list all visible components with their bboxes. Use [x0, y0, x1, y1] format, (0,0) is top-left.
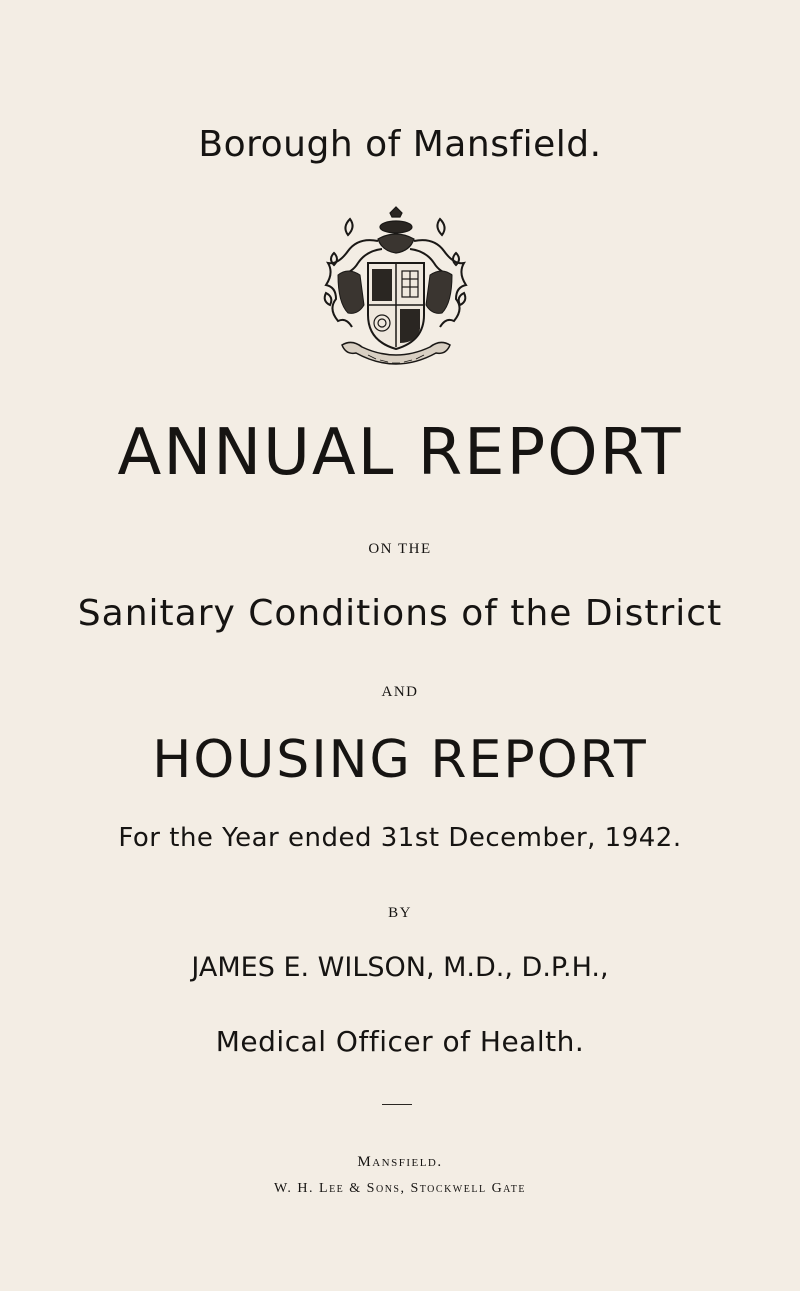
author-name: JAMES E. WILSON, M.D., D.P.H.,: [191, 952, 609, 983]
annual-report-title: ANNUAL REPORT: [117, 416, 683, 490]
author-role: Medical Officer of Health.: [215, 1025, 585, 1058]
by-label: BY: [388, 905, 412, 921]
report-period: For the Year ended 31st December, 1942.: [118, 823, 682, 853]
imprint-printer: W. H. Lee & Sons, Stockwell Gate: [273, 1181, 527, 1196]
housing-report-title: HOUSING REPORT: [152, 730, 648, 790]
imprint-place: Mansfield.: [357, 1154, 443, 1170]
on-the-label: ON THE: [368, 541, 432, 557]
borough-heading: Borough of Mansfield.: [198, 124, 602, 165]
coat-of-arms-icon: [320, 205, 470, 380]
report-subject: Sanitary Conditions of the District: [77, 593, 723, 634]
and-label: AND: [381, 684, 419, 700]
divider-rule: [382, 1104, 412, 1105]
